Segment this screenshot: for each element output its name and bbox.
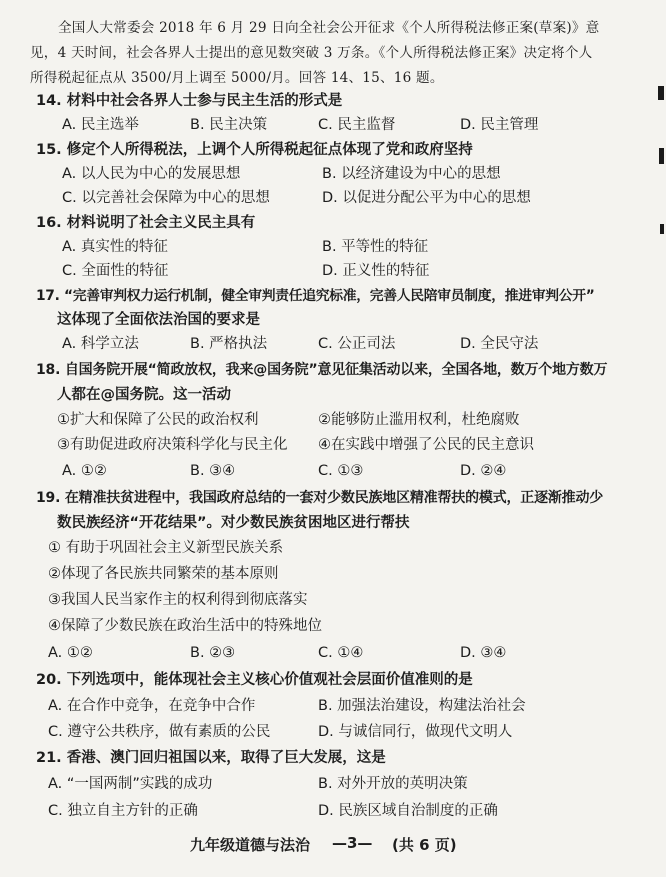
- question-18-option-d: D. ②④: [460, 463, 507, 479]
- question-16-option-d: D. 正义性的特征: [322, 263, 430, 279]
- question-21-option-d: D. 民族区域自治制度的正确: [318, 803, 498, 819]
- question-19-statement-3: ③我国人民当家作主的权利得到彻底落实: [48, 592, 308, 608]
- question-20-option-b: B. 加强法治建设，构建法治社会: [318, 698, 526, 714]
- question-19-stem-line-1: 19. 在精准扶贫进程中，我国政府总结的一套对少数民族地区精准帮扶的模式，正逐渐推动少: [36, 490, 604, 506]
- question-15-option-d: D. 以促进分配公平为中心的思想: [322, 190, 531, 206]
- question-18-option-b: B. ③④: [190, 463, 236, 479]
- intro-line-3: 所得税起征点从 3500/月上调至 5000/月。回答 14、15、16 题。: [30, 70, 444, 86]
- question-17-option-d: D. 全民守法: [460, 336, 539, 352]
- question-19-statement-2: ②体现了各民族共同繁荣的基本原则: [48, 566, 279, 582]
- question-17-option-c: C. 公正司法: [318, 336, 396, 352]
- question-18-statement-3: ③有助促进政府决策科学化与民主化: [57, 437, 288, 453]
- question-17-stem-line-2: 这体现了全面依法治国的要求是: [57, 312, 260, 328]
- question-14-stem: 14. 材料中社会各界人士参与民主生活的形式是: [36, 93, 343, 109]
- question-18-option-c: C. ①③: [318, 463, 364, 479]
- question-18-statement-4: ④在实践中增强了公民的民主意识: [318, 437, 534, 453]
- question-15-option-c: C. 以完善社会保障为中心的思想: [62, 190, 270, 206]
- question-18-statement-1: ①扩大和保障了公民的政治权利: [57, 412, 259, 428]
- question-14-option-d: D. 民主管理: [460, 117, 539, 133]
- question-15-option-a: A. 以人民为中心的发展思想: [62, 166, 241, 182]
- question-21-option-c: C. 独立自主方针的正确: [48, 803, 198, 819]
- question-19-statement-4: ④保障了少数民族在政治生活中的特殊地位: [48, 618, 322, 634]
- scan-binding-mark: [660, 224, 664, 234]
- question-20-stem: 20. 下列选项中，能体现社会主义核心价值观社会层面价值准则的是: [36, 672, 473, 688]
- question-17-option-a: A. 科学立法: [62, 336, 139, 352]
- question-18-stem-line-2: 人都在@国务院。这一活动: [57, 387, 231, 403]
- footer-page-number: —3—: [332, 834, 373, 852]
- question-14-option-a: A. 民主选举: [62, 117, 139, 133]
- question-16-option-c: C. 全面性的特征: [62, 263, 169, 279]
- question-20-option-c: C. 遵守公共秩序，做有素质的公民: [48, 724, 271, 740]
- scan-binding-mark: [659, 148, 664, 164]
- question-16-option-b: B. 平等性的特征: [322, 239, 429, 255]
- scan-binding-mark: [658, 86, 664, 100]
- question-18-option-a: A. ①②: [62, 463, 107, 479]
- question-19-stem-line-2: 数民族经济“开花结果”。对少数民族贫困地区进行帮扶: [57, 515, 410, 531]
- question-18-statement-2: ②能够防止滥用权利，杜绝腐败: [318, 412, 520, 428]
- question-19-option-b: B. ②③: [190, 645, 236, 661]
- question-19-option-a: A. ①②: [48, 645, 93, 661]
- question-21-option-a: A. “一国两制”实践的成功: [48, 776, 213, 792]
- intro-line-2: 见，4 天时间，社会各界人士提出的意见数突破 3 万条。《个人所得税法修正案》决定将个人: [30, 45, 593, 61]
- question-20-option-a: A. 在合作中竞争，在竞争中合作: [48, 698, 256, 714]
- question-21-stem: 21. 香港、澳门回归祖国以来，取得了巨大发展，这是: [36, 750, 386, 766]
- question-14-option-b: B. 民主决策: [190, 117, 268, 133]
- question-18-stem-line-1: 18. 自国务院开展“简政放权，我来@国务院”意见征集活动以来，全国各地，数万个地方数万: [36, 362, 608, 378]
- question-21-option-b: B. 对外开放的英明决策: [318, 776, 468, 792]
- question-20-option-d: D. 与诚信同行，做现代文明人: [318, 724, 513, 740]
- question-19-option-d: D. ③④: [460, 645, 507, 661]
- question-16-option-a: A. 真实性的特征: [62, 239, 168, 255]
- question-17-stem-line-1: 17. “完善审判权力运行机制，健全审判责任追究标准，完善人民陪审员制度，推进审判公开”: [36, 288, 595, 304]
- question-19-statement-1: ① 有助于巩固社会主义新型民族关系: [48, 540, 284, 556]
- question-14-option-c: C. 民主监督: [318, 117, 396, 133]
- intro-line-1: 全国人大常委会 2018 年 6 月 29 日向全社会公开征求《个人所得税法修正案(草案)》意: [58, 20, 600, 36]
- footer-subject: 九年级道德与法治: [190, 836, 311, 854]
- question-19-option-c: C. ①④: [318, 645, 364, 661]
- question-15-option-b: B. 以经济建设为中心的思想: [322, 166, 501, 182]
- question-16-stem: 16. 材料说明了社会主义民主具有: [36, 215, 256, 231]
- question-15-stem: 15. 修定个人所得税法，上调个人所得税起征点体现了党和政府坚持: [36, 142, 473, 158]
- question-17-option-b: B. 严格执法: [190, 336, 268, 352]
- footer-total-pages: (共 6 页): [392, 836, 457, 854]
